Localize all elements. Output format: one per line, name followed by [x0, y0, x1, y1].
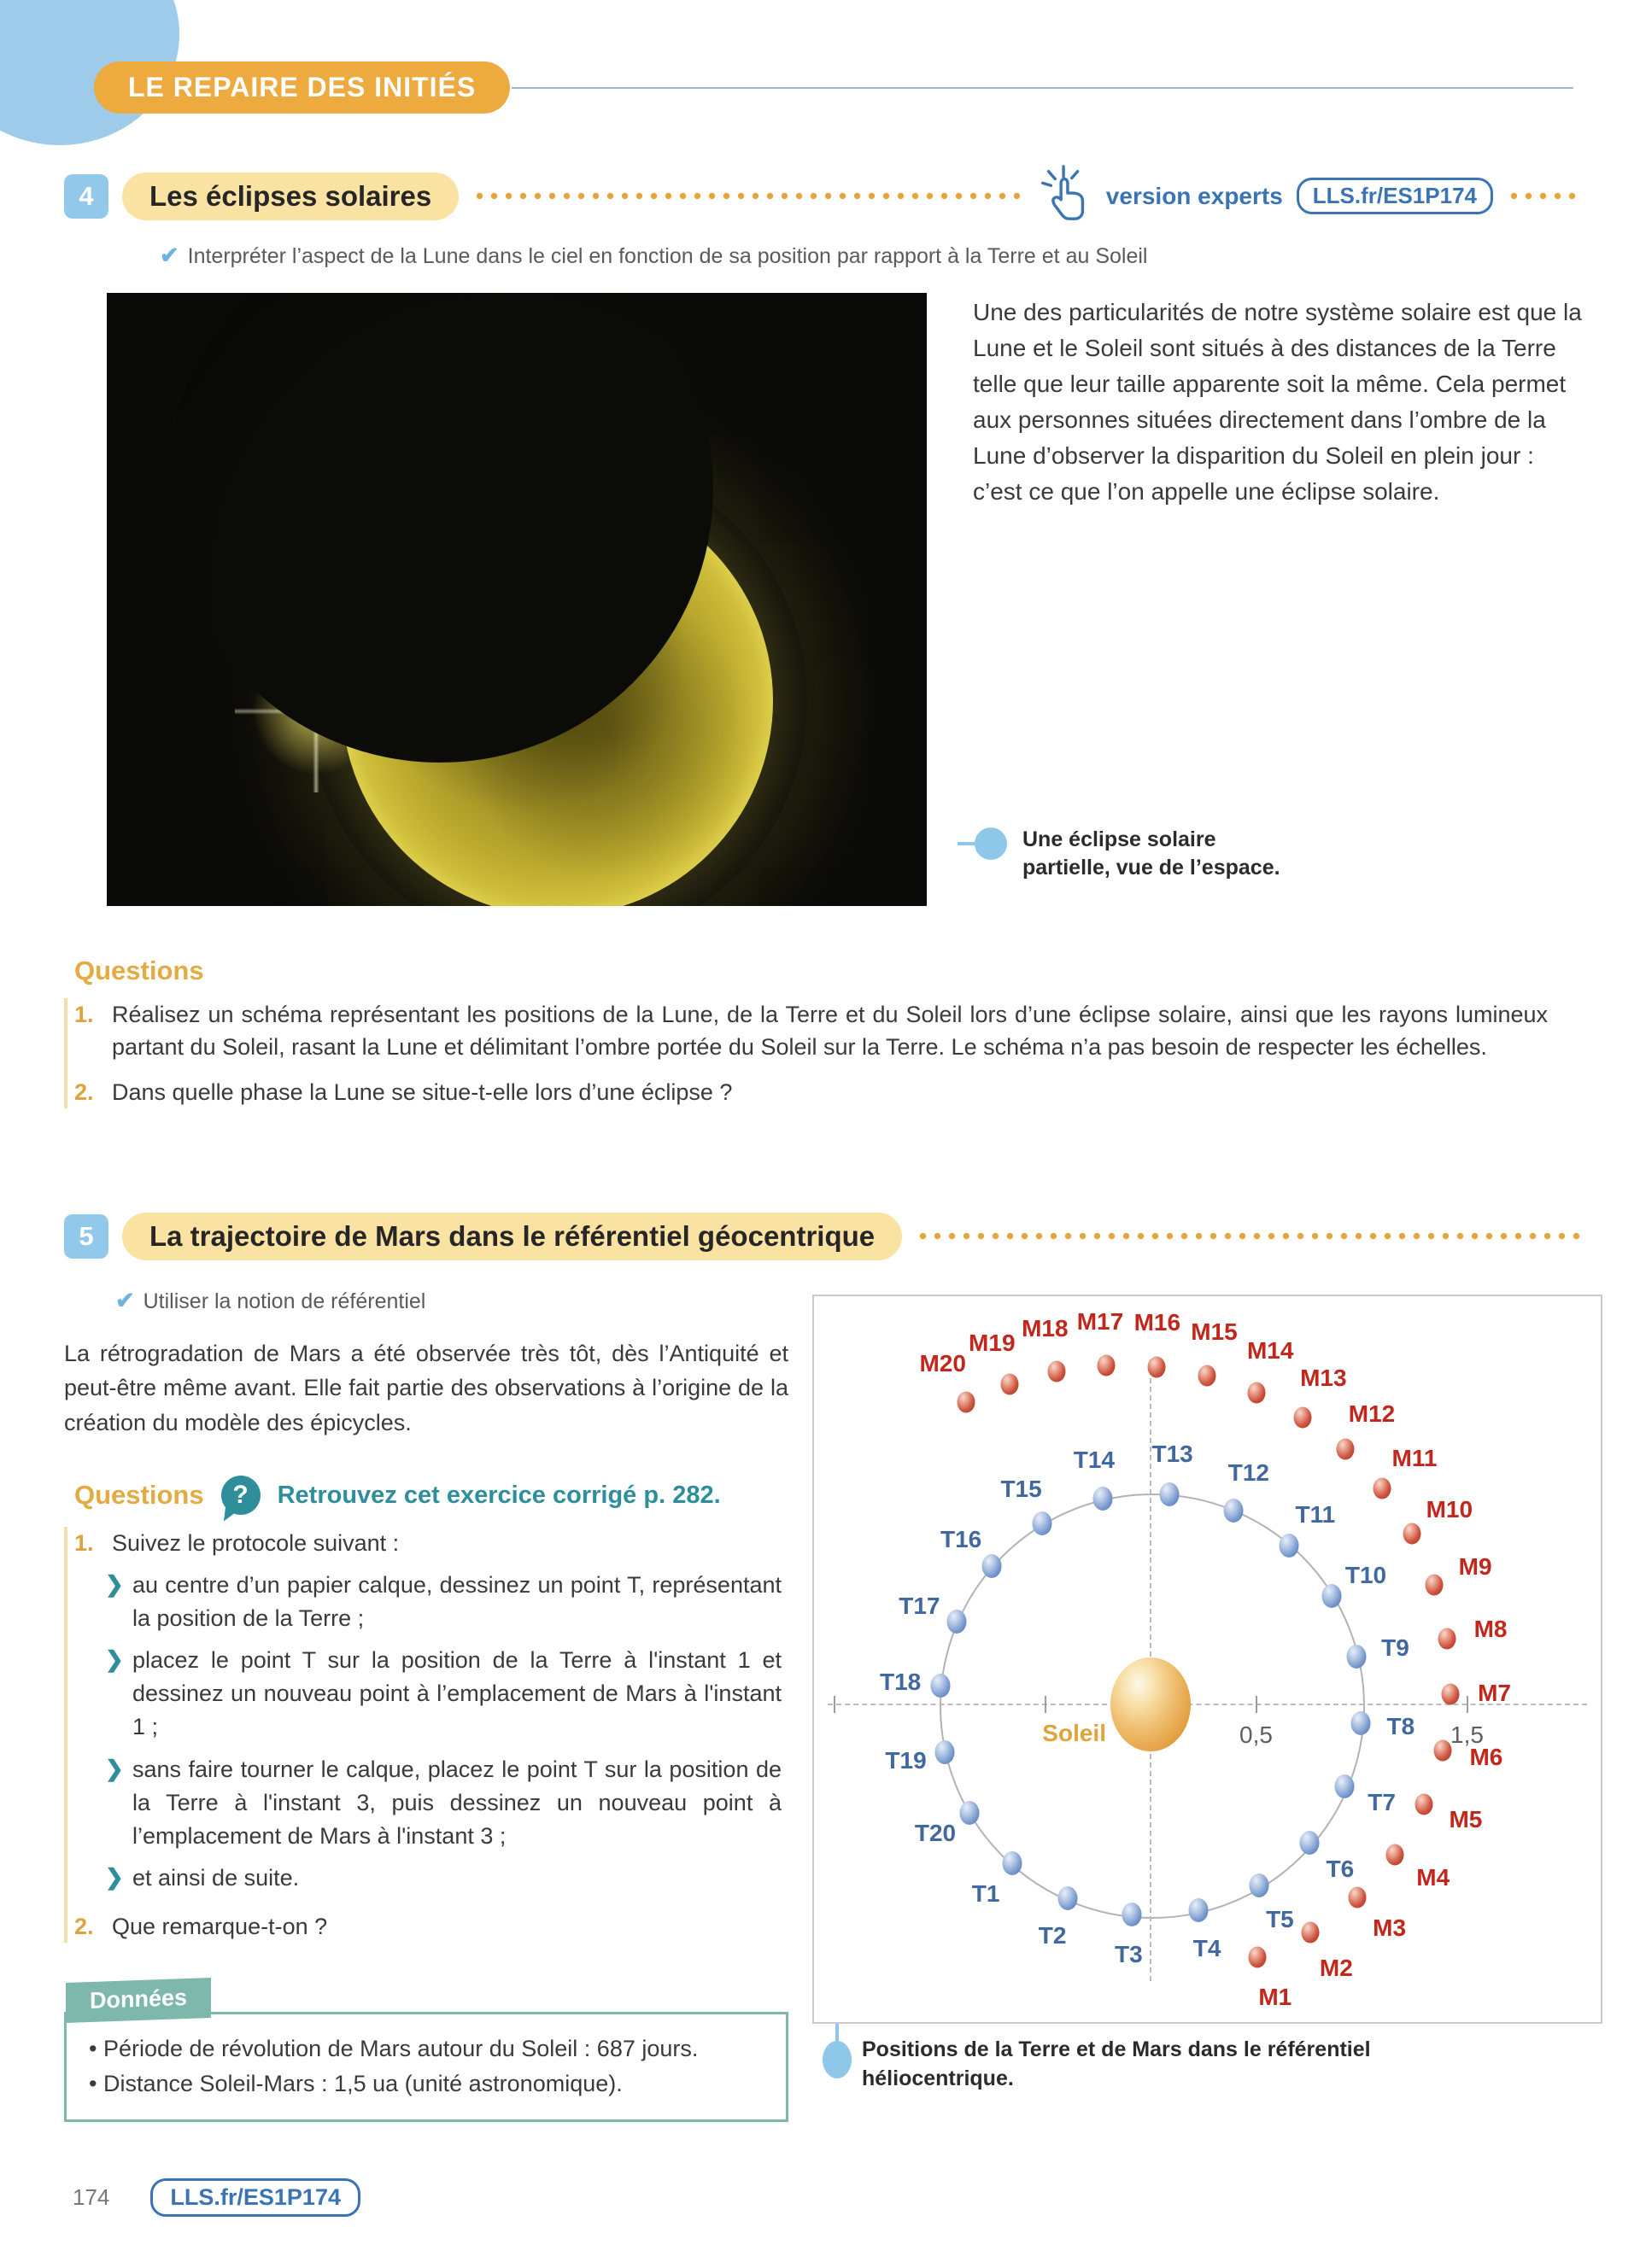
mars-label-M8: M8 [1473, 1615, 1508, 1642]
donnees-box [64, 2012, 788, 2122]
mars-point-M12 [1336, 1439, 1354, 1460]
band-rule [512, 87, 1573, 89]
mars-point-M16 [1147, 1356, 1165, 1377]
click-hand-icon[interactable] [1038, 163, 1092, 229]
corrige-link[interactable]: Retrouvez cet exercice corrigé p. 282. [277, 1481, 721, 1509]
question-number: 2. [74, 1914, 94, 1940]
activity4-header [64, 163, 1582, 229]
page-number: 174 [73, 2184, 110, 2210]
activity4-number-badge: 4 [64, 174, 108, 219]
activity5-skill-line [115, 1288, 788, 1314]
mars-label-M19: M19 [969, 1329, 1016, 1356]
activity5-questions-header [64, 1476, 788, 1515]
mars-label-M14: M14 [1246, 1336, 1294, 1364]
earth-label-T2: T2 [1038, 1921, 1067, 1949]
mars-label-M3: M3 [1373, 1914, 1407, 1941]
axis-tick [1467, 1696, 1468, 1713]
protocol-step-text: placez le point T sur la position de la Terre à l'instant 1 et dessinez un nouveau point à l’emplacement de Mars à l'instant 1 ; [132, 1647, 782, 1740]
earth-point-T17 [946, 1610, 966, 1634]
page-band [94, 61, 1582, 114]
earth-point-T11 [1280, 1534, 1299, 1558]
sun-label: Soleil [1042, 1719, 1106, 1746]
activity5-left-column [64, 1274, 788, 2122]
earth-point-T9 [1346, 1645, 1366, 1669]
donnees-block [64, 1980, 788, 2122]
earth-label-T13: T13 [1151, 1441, 1193, 1468]
donnees-tab: Données [66, 1978, 211, 2023]
earth-point-T14 [1093, 1487, 1113, 1511]
donnees-item: • Distance Soleil-Mars : 1,5 ua (unité astronomique). [89, 2066, 764, 2101]
earth-label-T20: T20 [914, 1820, 957, 1847]
mars-point-M9 [1426, 1574, 1444, 1595]
protocol-steps [67, 1569, 788, 1895]
activity4-title: Les éclipses solaires [122, 172, 459, 220]
question-number: 2. [74, 1078, 94, 1105]
activity5-title: La trajectoire de Mars dans le référentiel géocentrique [122, 1213, 902, 1260]
earth-point-T3 [1122, 1903, 1142, 1926]
earth-label-T18: T18 [879, 1669, 922, 1696]
earth-label-T15: T15 [1000, 1475, 1042, 1502]
protocol-step-text: au centre d’un papier calque, dessinez un point T, représentant la position de la Terre ; [132, 1571, 782, 1631]
page-footer [73, 2178, 360, 2217]
mars-point-M15 [1198, 1365, 1215, 1387]
axis-tick [1045, 1696, 1046, 1713]
activity4-text-column [973, 293, 1582, 906]
question-row [67, 1076, 1582, 1108]
question-text: Suivez le protocole suivant : [112, 1530, 400, 1557]
earth-point-T19 [935, 1740, 955, 1764]
earth-label-T10: T10 [1344, 1561, 1387, 1588]
question-text: Que remarque-t-on ? [112, 1914, 328, 1940]
mars-label-M15: M15 [1191, 1318, 1238, 1346]
mars-point-M4 [1386, 1844, 1404, 1865]
question-row [67, 998, 1582, 1064]
mars-positions-chart [812, 1295, 1602, 2024]
earth-label-T5: T5 [1266, 1905, 1294, 1932]
question-text: Dans quelle phase la Lune se situe-t-elle lors d’une éclipse ? [112, 1078, 733, 1105]
footer-code-pill[interactable]: LLS.fr/ES1P174 [150, 2178, 360, 2217]
mars-point-M5 [1415, 1794, 1433, 1815]
caption-marker-icon [975, 827, 1007, 860]
earth-label-T16: T16 [940, 1526, 982, 1553]
eclipse-caption-text: Une éclipse solaire partielle, vue de l’espace. [1022, 827, 1280, 880]
mars-label-M13: M13 [1300, 1364, 1347, 1391]
protocol-step-text: sans faire tourner le calque, placez le point T sur la position de la Terre à l'instant 3, puis dessinez un nouveau point à l’emplacement de Mars à l'instant 3 ; [132, 1756, 782, 1849]
earth-label-T6: T6 [1326, 1855, 1355, 1882]
activity4-content [64, 293, 1582, 906]
earth-point-T5 [1250, 1873, 1269, 1897]
activity5-number-badge: 5 [64, 1214, 108, 1259]
mars-point-M19 [1001, 1373, 1019, 1394]
earth-label-T17: T17 [899, 1593, 940, 1620]
axis-tick-label: 0,5 [1239, 1721, 1273, 1748]
chevron-icon: ❯ [105, 1570, 124, 1597]
protocol-step [105, 1862, 788, 1895]
protocol-step-text: et ainsi de suite. [132, 1864, 300, 1891]
mars-point-M18 [1048, 1361, 1066, 1382]
axis-tick [834, 1696, 835, 1713]
mars-label-M2: M2 [1319, 1955, 1353, 1982]
donnees-list [89, 2031, 764, 2101]
chevron-icon: ❯ [105, 1863, 124, 1890]
dotted-leader [916, 1232, 1582, 1240]
caption-marker-icon [823, 2041, 852, 2078]
earth-label-T14: T14 [1073, 1446, 1115, 1473]
mars-label-M12: M12 [1348, 1400, 1396, 1427]
dotted-leader [472, 192, 1024, 200]
axis-tick-label: 1,5 [1450, 1721, 1484, 1748]
dotted-leader-tail [1507, 192, 1582, 200]
earth-point-T10 [1321, 1584, 1341, 1608]
earth-label-T3: T3 [1115, 1940, 1143, 1967]
activity4-paragraph: Une des particularités de notre système solaire est que la Lune et le Soleil sont situés à des distances de la Terre telle que leur taille apparente soit la même. Cela permet aux personnes situées directement dans l’ombre de la Lune d’observer la disparition du Soleil en plein jour : c’est ce que l’on appelle une éclipse solaire. [973, 299, 1582, 505]
mars-label-M16: M16 [1133, 1308, 1181, 1336]
mars-point-M8 [1438, 1628, 1456, 1650]
earth-label-T4: T4 [1192, 1935, 1221, 1962]
activity5-content [64, 1274, 1582, 2122]
checkmark-icon: ✔ [115, 1287, 135, 1313]
mars-label-M20: M20 [919, 1350, 966, 1377]
mars-point-M10 [1403, 1523, 1421, 1545]
mars-label-M17: M17 [1076, 1307, 1124, 1335]
activity4-questions [64, 956, 1582, 1108]
earth-point-T13 [1159, 1482, 1179, 1506]
donnees-item: • Période de révolution de Mars autour du Soleil : 687 jours. [89, 2031, 764, 2066]
band-title: LE REPAIRE DES INITIÉS [94, 61, 510, 114]
mars-label-M1: M1 [1258, 1984, 1292, 2011]
earth-label-T11: T11 [1295, 1501, 1336, 1529]
protocol-step [105, 1644, 788, 1744]
axis-tick [1256, 1696, 1257, 1713]
earth-point-T6 [1300, 1831, 1320, 1855]
earth-point-T16 [981, 1554, 1001, 1578]
protocol-step [105, 1753, 788, 1853]
mars-label-M7: M7 [1478, 1679, 1511, 1706]
sun-point [1110, 1657, 1191, 1751]
version-experts-link[interactable]: version experts [1105, 182, 1283, 209]
questions-title: Questions [74, 1480, 204, 1511]
activity5-skill-text: Utiliser la notion de référentiel [143, 1289, 426, 1313]
earth-point-T2 [1058, 1886, 1078, 1910]
question-mark-bubble-icon: ? [221, 1476, 261, 1515]
checkmark-icon: ✔ [160, 243, 179, 268]
questions-title: Questions [74, 956, 204, 985]
earth-label-T1: T1 [971, 1879, 1000, 1907]
earth-point-T1 [1002, 1851, 1022, 1875]
mars-point-M17 [1097, 1355, 1115, 1377]
mars-label-M9: M9 [1458, 1553, 1492, 1581]
earth-point-T18 [930, 1674, 950, 1698]
mars-label-M4: M4 [1416, 1863, 1450, 1891]
activity5-header [64, 1213, 1582, 1260]
experts-code-pill[interactable]: LLS.fr/ES1P174 [1297, 178, 1493, 214]
mars-label-M5: M5 [1449, 1805, 1483, 1833]
earth-point-T15 [1032, 1511, 1051, 1535]
earth-point-T12 [1223, 1499, 1243, 1523]
earth-label-T8: T8 [1386, 1712, 1415, 1739]
chevron-icon: ❯ [105, 1755, 124, 1781]
earth-point-T7 [1335, 1774, 1355, 1798]
mars-point-M7 [1441, 1684, 1459, 1705]
question-row [67, 1527, 788, 1559]
mars-point-M13 [1293, 1406, 1311, 1428]
activity5-questions-list [64, 1527, 788, 1943]
chart-caption-text: Positions de la Terre et de Mars dans le référentiel héliocentrique. [862, 2037, 1371, 2090]
earth-label-T19: T19 [885, 1747, 927, 1774]
earth-point-T4 [1188, 1898, 1208, 1922]
mars-point-M6 [1433, 1740, 1451, 1762]
earth-point-T8 [1351, 1711, 1371, 1735]
chart-plot-area [814, 1296, 1601, 2022]
mars-label-M10: M10 [1426, 1495, 1473, 1523]
questions-list [64, 998, 1582, 1108]
question-text: Réalisez un schéma représentant les positions de la Lune, de la Terre et du Soleil lors d’une éclipse solaire, ainsi que les rayons lumineux partant du Soleil, rasant la Lune et délimitant l’ombre portée du Soleil sur la Terre. Le schéma n’a pas besoin de respecter les échelles. [112, 1002, 1548, 1061]
mars-point-M1 [1249, 1946, 1267, 1967]
protocol-step [105, 1569, 788, 1635]
eclipse-caption [1022, 826, 1304, 882]
caption-connector-line [958, 842, 976, 845]
question-row [67, 1910, 788, 1943]
question-number: 1. [74, 1530, 94, 1557]
mars-point-M2 [1302, 1921, 1320, 1943]
earth-point-T20 [960, 1801, 980, 1825]
mars-label-M11: M11 [1391, 1444, 1438, 1471]
mars-point-M20 [957, 1391, 975, 1412]
eclipse-photo [107, 293, 927, 906]
mars-point-M14 [1247, 1382, 1265, 1404]
chart-caption [812, 2036, 1528, 2094]
activity5-paragraph: La rétrogradation de Mars a été observée très tôt, dès l’Antiquité et peut-être même avant. Elle fait partie des observations à l’origine de la création du modèle des épicycles. [64, 1340, 788, 1435]
mars-label-M18: M18 [1022, 1314, 1069, 1342]
mars-point-M11 [1373, 1478, 1391, 1499]
mars-point-M3 [1348, 1887, 1366, 1909]
chevron-icon: ❯ [105, 1646, 124, 1673]
earth-label-T12: T12 [1227, 1459, 1269, 1487]
mars-label-M6: M6 [1469, 1744, 1503, 1771]
activity5-right-column [812, 1274, 1602, 2122]
activity4-skill-line [160, 243, 1582, 269]
earth-label-T9: T9 [1381, 1634, 1409, 1661]
axis-horizontal-dashed [828, 1704, 1587, 1705]
question-number: 1. [74, 1002, 94, 1027]
activity4-skill-text: Interpréter l’aspect de la Lune dans le ciel en fonction de sa position par rapport à la Terre et au Soleil [187, 244, 1148, 268]
earth-label-T7: T7 [1368, 1788, 1396, 1815]
